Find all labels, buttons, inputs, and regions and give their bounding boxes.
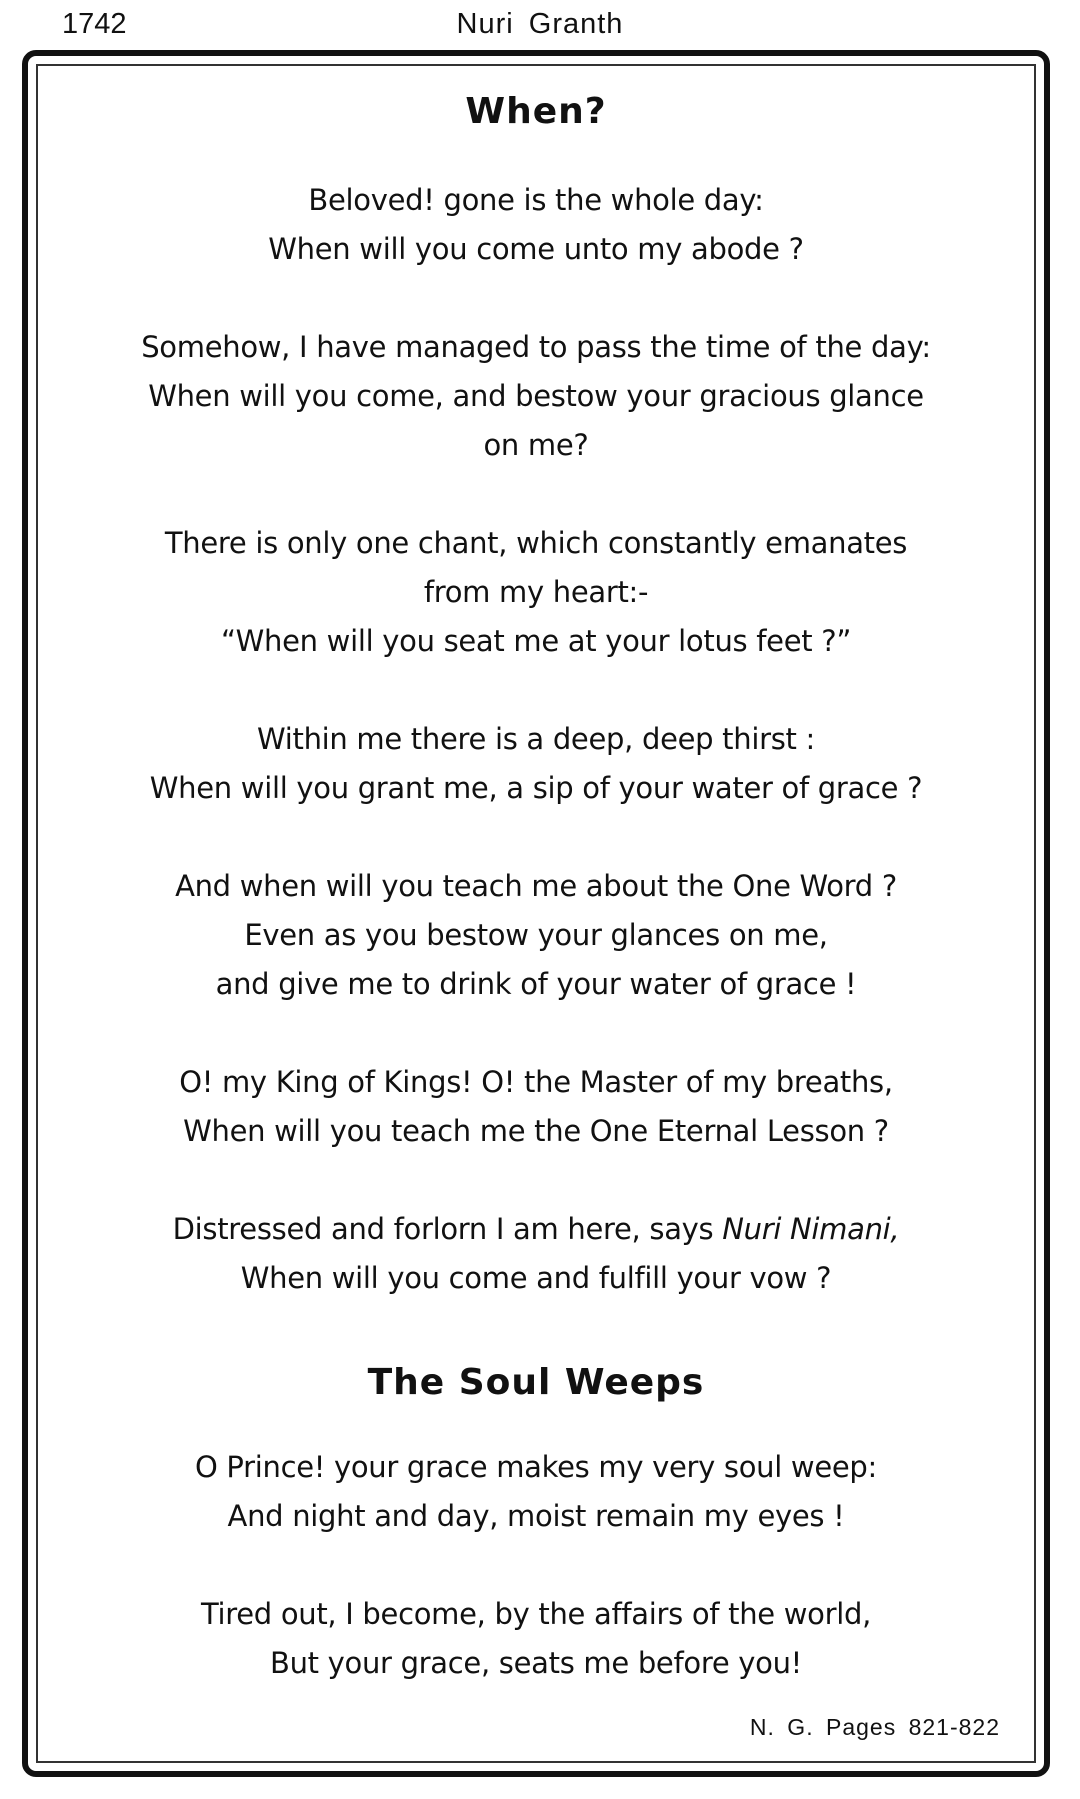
stanza bbox=[38, 1590, 1034, 1688]
poem-line: Somehow, I have managed to pass the time of the day: bbox=[141, 330, 931, 364]
poem-line: on me? bbox=[483, 428, 589, 462]
poem-line: Tired out, I become, by the affairs of the world, bbox=[200, 1597, 871, 1631]
poem-content bbox=[38, 66, 1034, 1688]
stanza bbox=[38, 715, 1034, 813]
stanza bbox=[38, 323, 1034, 470]
stanza bbox=[38, 1058, 1034, 1156]
poem-line: When will you grant me, a sip of your water of grace ? bbox=[149, 771, 923, 805]
poem-line: O Prince! your grace makes my very soul weep: bbox=[194, 1450, 878, 1484]
poem-line: But your grace, seats me before you! bbox=[269, 1646, 802, 1680]
poem-line: “When will you seat me at your lotus feet ?” bbox=[220, 624, 852, 658]
poem-line: And night and day, moist remain my eyes ! bbox=[227, 1499, 845, 1533]
poem-line: Beloved! gone is the whole day: bbox=[308, 183, 764, 217]
poem-line: from my heart:- bbox=[423, 575, 649, 609]
poem-line: O! my King of Kings! O! the Master of my breaths, bbox=[179, 1065, 893, 1099]
poem-line: Even as you bestow your glances on me, bbox=[244, 918, 828, 952]
poem-line: And when will you teach me about the One Word ? bbox=[175, 869, 897, 903]
poem-line: When will you teach me the One Eternal Lesson ? bbox=[183, 1114, 889, 1148]
poem-line: Within me there is a deep, deep thirst : bbox=[257, 722, 815, 756]
book-title: Nuri Granth bbox=[456, 8, 624, 40]
poem-title-when: When? bbox=[465, 91, 607, 132]
poem-line: When will you come, and bestow your gracious glance bbox=[148, 379, 924, 413]
poem-line: When will you come and fulfill your vow ? bbox=[240, 1261, 832, 1295]
poem-line bbox=[38, 1205, 1034, 1254]
page-reference: N. G. Pages 821-822 bbox=[749, 1714, 1000, 1740]
stanza bbox=[38, 862, 1034, 1009]
stanza bbox=[38, 519, 1034, 666]
stanza bbox=[38, 1443, 1034, 1541]
page-number: 1742 bbox=[62, 8, 127, 40]
poem-title-soul-weeps: The Soul Weeps bbox=[367, 1362, 705, 1403]
running-header bbox=[0, 8, 1080, 44]
poem-line: There is only one chant, which constantly emanates bbox=[164, 526, 908, 560]
stanza bbox=[38, 176, 1034, 274]
poem-line: and give me to drink of your water of grace ! bbox=[215, 967, 857, 1001]
poem-line: When will you come unto my abode ? bbox=[268, 232, 804, 266]
poet-name: Nuri Nimani, bbox=[722, 1212, 900, 1246]
stanza bbox=[38, 1205, 1034, 1303]
poem-line-text: Distressed and forlorn I am here, says bbox=[172, 1212, 723, 1246]
